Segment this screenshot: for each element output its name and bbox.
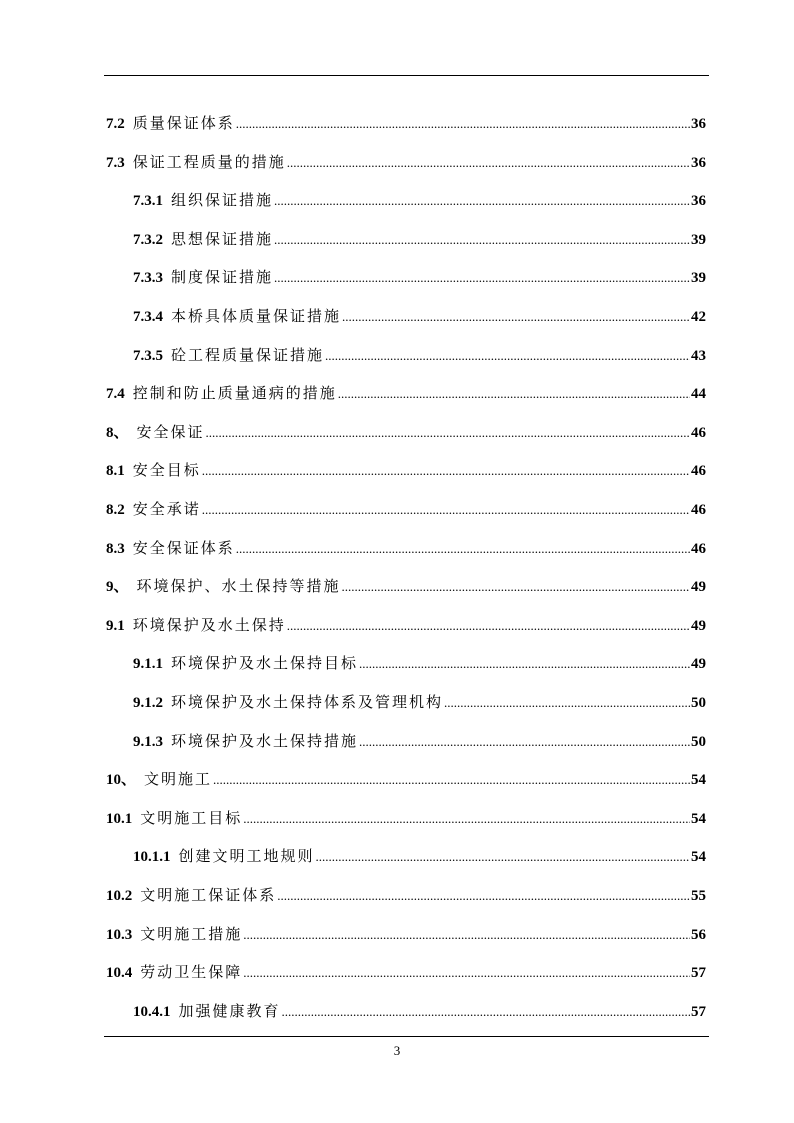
toc-dot-leader [202, 498, 690, 522]
toc-entry-title: 文明施工措施 [140, 924, 243, 943]
toc-entry-page: 39 [691, 270, 706, 287]
toc-dot-leader [213, 768, 690, 792]
toc-entry[interactable] [133, 188, 706, 212]
toc-entry-page: 46 [691, 463, 706, 480]
toc-entry-page: 39 [691, 231, 706, 248]
toc-entry[interactable] [106, 111, 706, 135]
toc-entry-number: 9、 [106, 579, 129, 596]
toc-entry-number: 7.3.3 [133, 270, 163, 287]
toc-dot-leader [274, 228, 690, 252]
toc-dot-leader [316, 845, 690, 869]
toc-entry-title: 组织保证措施 [171, 191, 274, 210]
toc-entry-page: 46 [691, 540, 706, 557]
toc-dot-leader [277, 884, 690, 908]
toc-entry-number: 9.1 [106, 617, 125, 634]
toc-entry-page: 36 [691, 193, 706, 210]
toc-entry-page: 56 [691, 926, 706, 943]
toc-entry[interactable] [106, 497, 706, 521]
toc-entry-title: 控制和防止质量通病的措施 [132, 384, 337, 403]
toc-entry-page: 55 [691, 888, 706, 904]
toc-entry-title: 创建文明工地规则 [178, 847, 315, 866]
toc-entry-number: 9.1.2 [133, 695, 163, 711]
toc-entry-page: 54 [691, 772, 706, 789]
toc-entry[interactable] [106, 960, 706, 984]
toc-entry[interactable] [106, 613, 706, 637]
toc-entry-title: 文明施工目标 [140, 808, 243, 827]
toc-dot-leader [359, 652, 690, 676]
page-number: 3 [393, 1043, 401, 1058]
toc-entry-title: 环境保护及水土保持目标 [171, 654, 359, 673]
toc-entry-page: 57 [691, 1003, 706, 1020]
toc-entry-number: 8.2 [106, 502, 125, 518]
toc-entry-number: 7.3.2 [133, 231, 163, 248]
toc-entry-page: 54 [691, 810, 706, 827]
toc-dot-leader [338, 382, 690, 406]
toc-entry-title: 环境保护及水土保持措施 [171, 731, 359, 750]
toc-entry[interactable] [133, 304, 706, 328]
toc-entry-number: 9.1.1 [133, 656, 163, 673]
toc-entry-number: 7.3.5 [133, 347, 163, 364]
toc-entry[interactable] [106, 150, 706, 174]
toc-dot-leader [274, 189, 690, 213]
toc-dot-leader [342, 305, 690, 329]
toc-entry-number: 7.4 [106, 386, 125, 403]
toc-dot-leader [274, 266, 690, 290]
toc-entry-page: 43 [691, 347, 706, 364]
toc-entry-number: 10.1.1 [133, 849, 171, 866]
toc-dot-leader [236, 537, 690, 561]
toc-entry[interactable] [106, 574, 706, 598]
toc-entry-number: 7.2 [106, 116, 125, 132]
toc-dot-leader [444, 691, 690, 715]
toc-entry-number: 10、 [106, 772, 137, 789]
toc-entry-number: 10.3 [106, 926, 133, 943]
toc-entry[interactable] [106, 536, 706, 560]
toc-entry-page: 36 [691, 154, 706, 171]
toc-entry-title: 制度保证措施 [171, 268, 274, 287]
toc-entry-page: 50 [691, 695, 706, 711]
toc-entry[interactable] [133, 729, 706, 753]
toc-entry-page: 49 [691, 656, 706, 673]
toc-entry-page: 46 [691, 502, 706, 518]
toc-dot-leader [243, 961, 690, 985]
toc-entry-number: 8.1 [106, 463, 125, 480]
toc-entry-title: 质量保证体系 [132, 114, 235, 132]
toc-entry-number: 7.3.4 [133, 309, 163, 325]
toc-entry[interactable] [133, 690, 706, 714]
toc-entry-title: 安全保证 [136, 422, 205, 441]
toc-entry-title: 思想保证措施 [171, 229, 274, 248]
toc-entry-page: 36 [691, 116, 706, 132]
toc-entry-number: 10.4 [106, 965, 133, 982]
toc-entry[interactable] [133, 844, 706, 868]
toc-entry-title: 加强健康教育 [178, 1001, 281, 1020]
toc-entry[interactable] [106, 883, 706, 907]
toc-entry-number: 10.4.1 [133, 1003, 171, 1020]
toc-entry-title: 安全保证体系 [132, 538, 235, 557]
toc-entry-title: 环境保护、水土保持等措施 [136, 577, 341, 596]
toc-dot-leader [287, 151, 690, 175]
footer-rule [104, 1036, 709, 1037]
toc-entry[interactable] [133, 227, 706, 251]
toc-entry-number: 7.3 [106, 154, 125, 171]
toc-dot-leader [282, 1000, 690, 1024]
toc-entry-title: 劳动卫生保障 [140, 963, 243, 982]
toc-entry-page: 49 [691, 579, 706, 596]
toc-entry-page: 49 [691, 617, 706, 634]
toc-dot-leader [359, 730, 690, 754]
toc-entry-page: 57 [691, 965, 706, 982]
toc-entry-page: 50 [691, 733, 706, 750]
toc-entry[interactable] [133, 343, 706, 367]
toc-dot-leader [325, 344, 690, 368]
toc-entry-page: 54 [691, 849, 706, 866]
toc-dot-leader [206, 421, 690, 445]
toc-entry-title: 本桥具体质量保证措施 [171, 307, 342, 325]
toc-entry[interactable] [133, 265, 706, 289]
toc-entry-number: 10.2 [106, 888, 133, 904]
toc-entry[interactable] [106, 381, 706, 405]
toc-dot-leader [236, 112, 690, 136]
toc-dot-leader [287, 614, 690, 638]
toc-entry-page: 46 [691, 424, 706, 441]
toc-dot-leader [243, 923, 690, 947]
toc-entry-title: 环境保护及水土保持体系及管理机构 [171, 693, 444, 711]
toc-dot-leader [243, 807, 690, 831]
toc-entry-number: 8、 [106, 424, 129, 441]
toc-dot-leader [342, 575, 690, 599]
toc-entry-title: 文明施工保证体系 [140, 886, 277, 904]
toc-dot-leader [202, 459, 690, 483]
toc-entry-title: 保证工程质量的措施 [132, 152, 286, 171]
toc-entry-number: 10.1 [106, 810, 133, 827]
toc-entry-title: 安全目标 [132, 461, 201, 480]
toc-entry[interactable] [106, 767, 706, 791]
toc-entry-number: 7.3.1 [133, 193, 163, 210]
toc-entry-page: 42 [691, 309, 706, 325]
toc-entry-page: 44 [691, 386, 706, 403]
toc-entry-title: 安全承诺 [132, 500, 201, 518]
toc-entry[interactable] [106, 806, 706, 830]
toc-entry-title: 环境保护及水土保持 [132, 615, 286, 634]
toc-entry[interactable] [106, 922, 706, 946]
toc-entry[interactable] [133, 999, 706, 1023]
toc-entry[interactable] [106, 420, 706, 444]
toc-entry-title: 文明施工 [144, 770, 213, 789]
toc-entry-number: 9.1.3 [133, 733, 163, 750]
toc-entry-number: 8.3 [106, 540, 125, 557]
toc-entry[interactable] [133, 651, 706, 675]
toc-entry-title: 砼工程质量保证措施 [171, 345, 325, 364]
toc-entry[interactable] [106, 458, 706, 482]
